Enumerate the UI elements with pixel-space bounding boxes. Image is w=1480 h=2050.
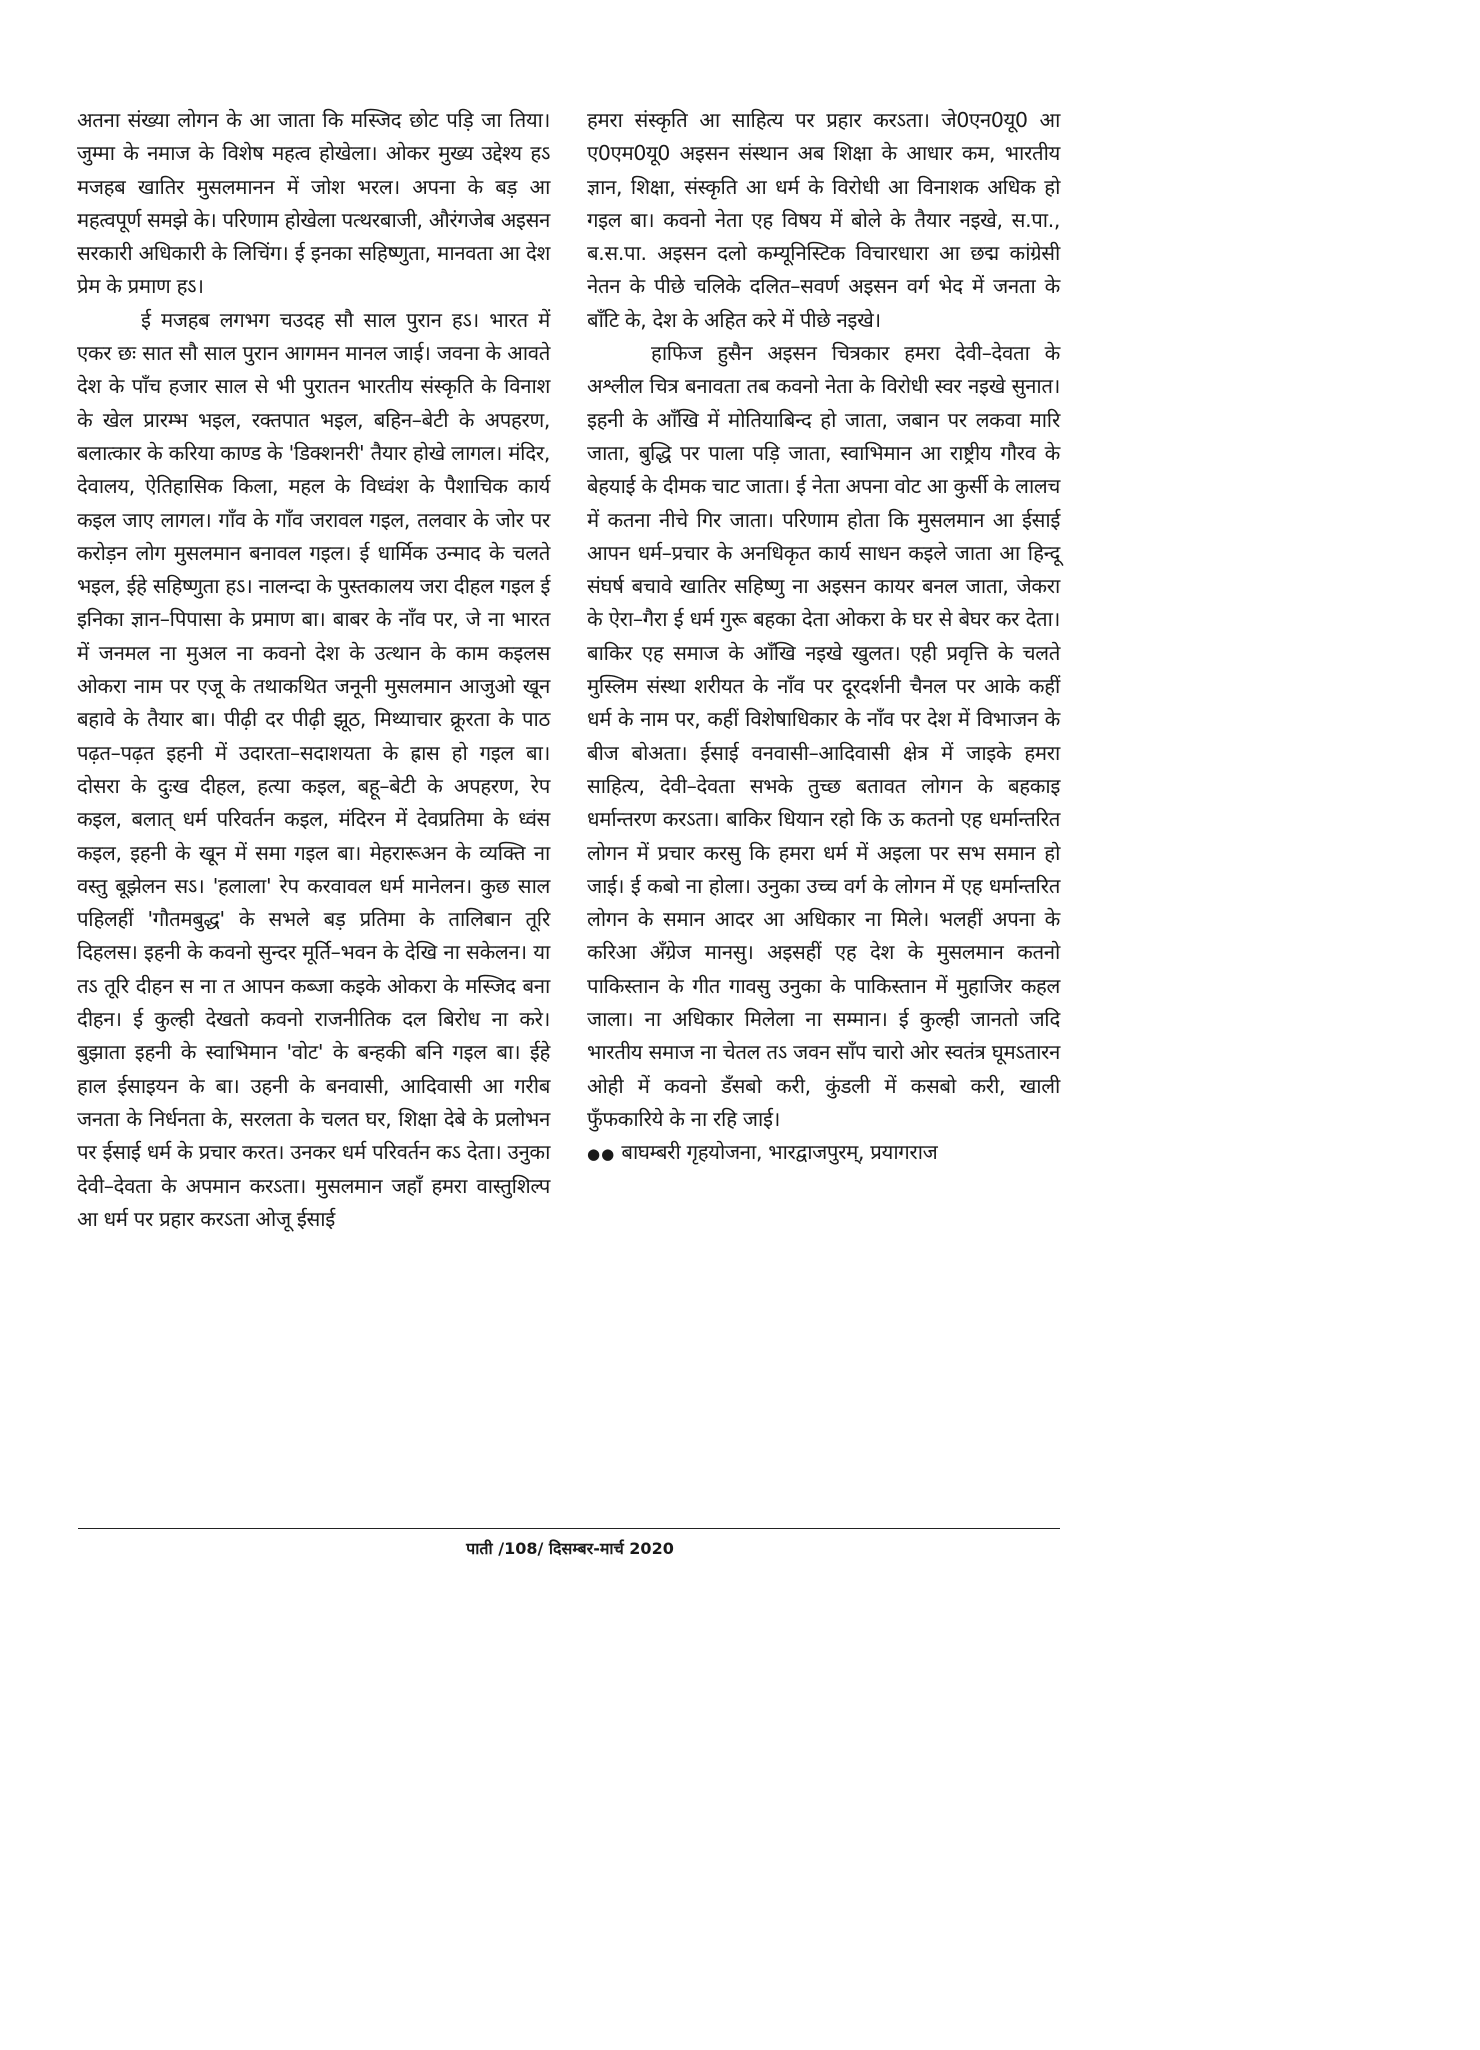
paragraph: ई मजहब लगभग चउदह सौ साल पुरान हऽ। भारत में एकर छः सात सौ साल पुरान आगमन मानल जाई। जवना के आवते देश के पाँच हजार साल से भी पुरातन भारतीय संस्कृति के विनाश के खेल प्रारम्भ भइल, रक्तपात भइल, बहिन–बेटी के अपहरण, बलात्कार के करिया काण्ड के 'डिक्शनरी' तैयार होखे लागल। मंदिर, देवालय, ऐतिहासिक किला, महल के विध्वंश के पैशाचिक कार्य कइल जाए लागल। गाँव के गाँव जरावल गइल, तलवार के जोर पर करोड़न लोग मुसलमान बनावल गइल। ई धार्मिक उन्माद के चलते भइल, ईहे सहिष्णुता हऽ। नालन्दा के पुस्तकालय जरा दीहल गइल ई इनिका ज्ञान–पिपासा के प्रमाण बा। बाबर के नाँव पर, जे ना भारत में जनमल ना मुअल ना कवनो देश के उत्थान के काम कइलस ओकरा नाम पर एजू के तथाकथित जनूनी मुसलमान आजुओ खून बहावे के तैयार बा। पीढ़ी दर पीढ़ी झूठ, मिथ्याचार क्रूरता के पाठ पढ़त–पढ़त इहनी में उदारता–सदाशयता के ह्रास हो गइल बा। दोसरा के दुःख दीहल, हत्या कइल, बहू–बेटी के अपहरण, रेप कइल, बलात् धर्म परिवर्तन कइल, मंदिरन में देवप्रतिमा के ध्वंस कइल, इहनी के खून में समा गइल बा। मेहरारूअन के व्यक्ति ना वस्तु बूझेलन सऽ। 'हलाला' रेप करवावल धर्म मानेलन। कुछ साल पहिलहीं 'गौतमबुद्ध' के सभले बड़ प्रतिमा के तालिबान तूरि दिहलस। इहनी के कवनो सुन्दर मूर्ति–भवन के देखि ना सकेलन। या तऽ तूरि दीहन स ना त आपन कब्जा कइके ओकरा के मस्जिद बना दीहन। ई कुल्ही देखतो कवनो राजनीतिक दल बिरोध ना करे। बुझाता इहनी के स्वाभिमान 'वोट' के बन्हकी बनि गइल बा। ईहे हाल ईसाइयन के बा। उहनी के बनवासी, आदिवासी आ गरीब जनता के निर्धनता के, सरलता के चलत घर, शिक्षा देबे के प्रलोभन पर ईसाई धर्म के प्रचार करत। उनकर धर्म परिवर्तन कऽ देता। उनुका देवी–देवता के अपमान करऽता। मुसलमान जहाँ हमरा वास्तुशिल्प आ धर्म पर प्रहार करऽता ओजू ईसाई xyxy=(77,307,550,1231)
page-footer: पाती /108/ दिसम्बर-मार्च 2020 xyxy=(466,1539,674,1558)
left-column xyxy=(77,104,550,1236)
author-address-text: बाघम्बरी गृहयोजना, भारद्वाजपुरम्, प्रयागराज xyxy=(621,1140,938,1165)
footer-divider xyxy=(78,1528,1060,1529)
paragraph: हमरा संस्कृति आ साहित्य पर प्रहार करऽता। जे0एन0यू0 आ ए0एम0यू0 अइसन संस्थान अब शिक्षा के आधार कम, भारतीय ज्ञान, शिक्षा, संस्कृति आ धर्म के विरोधी आ विनाशक अधिक हो गइल बा। कवनो नेता एह विषय में बोले के तैयार नइखे, स.पा., ब.स.पा. अइसन दलो कम्यूनिस्टिक विचारधारा आ छद्म कांग्रेसी नेतन के पीछे चलिके दलित–सवर्ण अइसन वर्ग भेद में जनता के बाँटि के, देश के अहित करे में पीछे नइखे। xyxy=(587,108,1060,332)
author-address xyxy=(587,1136,1060,1171)
paragraph: अतना संख्या लोगन के आ जाता कि मस्जिद छोट पड़ि जा तिया। जुम्मा के नमाज के विशेष महत्व होखेला। ओकर मुख्य उद्देश्य हऽ मजहब खातिर मुसलमानन में जोश भरल। अपना के बड़ आ महत्वपूर्ण समझे के। परिणाम होखेला पत्थरबाजी, औरंगजेब अइसन सरकारी अधिकारी के लिचिंग। ई इनका सहिष्णुता, मानवता आ देश प्रेम के प्रमाण हऽ। xyxy=(77,108,550,299)
paragraph: हाफिज हुसैन अइसन चित्रकार हमरा देवी–देवता के अश्लील चित्र बनावता तब कवनो नेता के विरोधी स्वर नइखे सुनात। इहनी के आँखि में मोतियाबिन्द हो जाता, जबान पर लकवा मारि जाता, बुद्धि पर पाला पड़ि जाता, स्वाभिमान आ राष्ट्रीय गौरव के बेहयाई के दीमक चाट जाता। ई नेता अपना वोट आ कुर्सी के लालच में कतना नीचे गिर जाता। परिणाम होता कि मुसलमान आ ईसाई आपन धर्म–प्रचार के अनधिकृत कार्य साधन कइले जाता आ हिन्दू संघर्ष बचावे खातिर सहिष्णु ना अइसन कायर बनल जाता, जेकरा के ऐरा–गैरा ई धर्म गुरू बहका देता ओकरा के घर से बेघर कर देता। बाकिर एह समाज के आँखि नइखे खुलत। एही प्रवृत्ति के चलते मुस्लिम संस्था शरीयत के नाँव पर दूरदर्शनी चैनल पर आके कहीं धर्म के नाम पर, कहीं विशेषाधिकार के नाँव पर देश में विभाजन के बीज बोअता। ईसाई वनवासी–आदिवासी क्षेत्र में जाइके हमरा साहित्य, देवी–देवता सभके तुच्छ बतावत लोगन के बहकाइ धर्मान्तरण करऽता। बाकिर धियान रहो कि ऊ कतनो एह धर्मान्तरित लोगन में प्रचार करसु कि हमरा धर्म में अइला पर सभ समान हो जाई। ई कबो ना होला। उनुका उच्च वर्ग के लोगन में एह धर्मान्तरित लोगन के समान आदर आ अधिकार ना मिले। भलहीं अपना के करिआ अँग्रेज मानसु। अइसहीं एह देश के मुसलमान कतनो पाकिस्तान के गीत गावसु उनुका के पाकिस्तान में मुहाजिर कहल जाला। ना अधिकार मिलेला ना सम्मान। ई कुल्ही जानतो जदि भारतीय समाज ना चेतल तऽ जवन साँप चारो ओर स्वतंत्र घूमऽतारन ओही में कवनो डँसबो करी, कुंडली में कसबो करी, खाली फुँफकारिये के ना रहि जाई। xyxy=(587,341,1060,1131)
right-column xyxy=(587,104,1060,1172)
bullet-icon: ●● xyxy=(587,1145,616,1164)
